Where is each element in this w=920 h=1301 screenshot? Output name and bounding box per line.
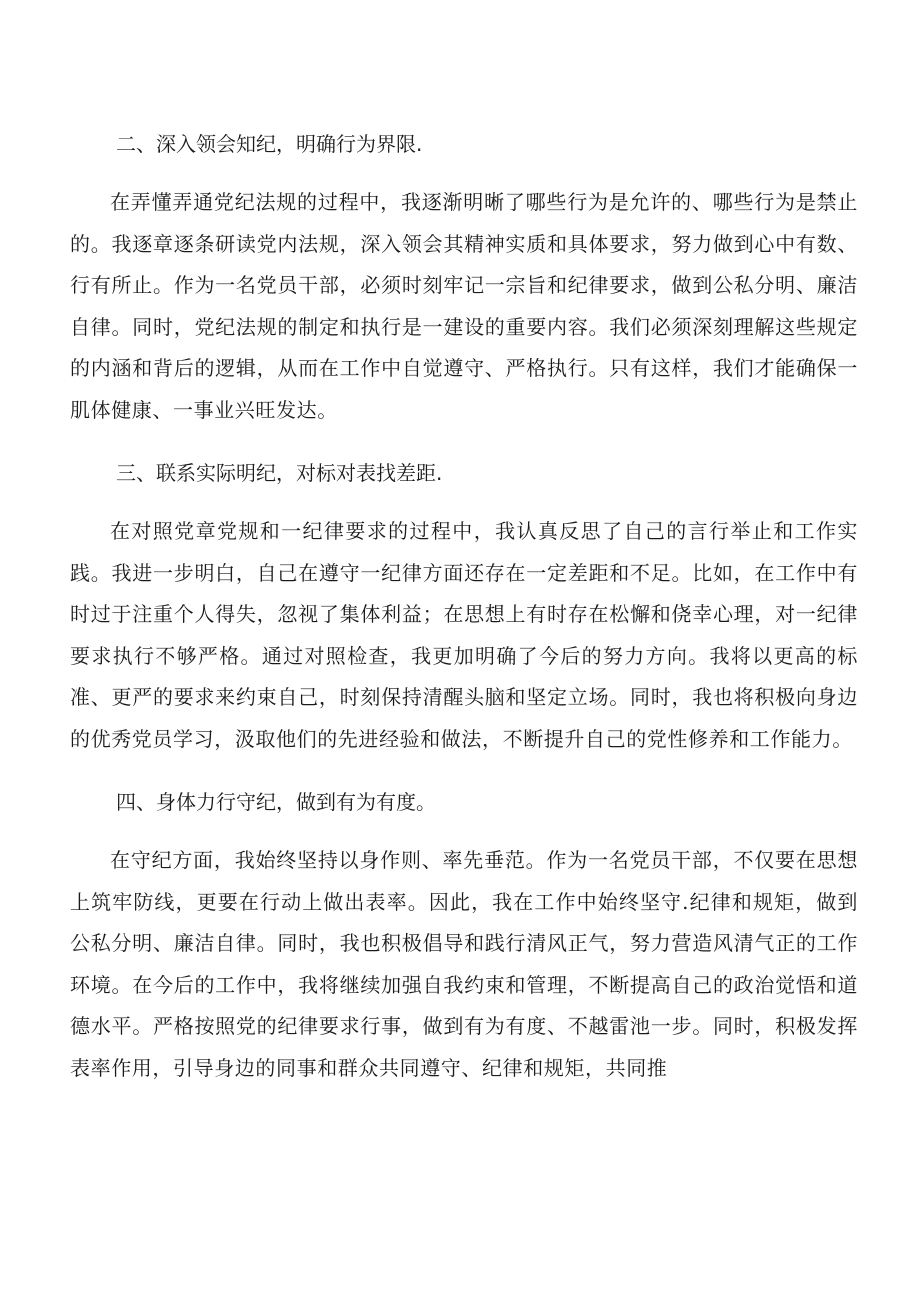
section-body: 在弄懂弄通党纪法规的过程中，我逐渐明晰了哪些行为是允许的、哪些行为是禁止的。我逐章逐条研读党内法规，深入领会其精神实质和具体要求，努力做到心中有数、行有所止。作为一名党员干部，必须时刻牢记一宗旨和纪律要求，做到公私分明、廉洁自律。同时，党纪法规的制定和执行是一建设的重要内容。我们必须深刻理解这些规定的内涵和背后的逻辑，从而在工作中自觉遵守、严格执行。只有这样，我们才能确保一肌体健康、一事业兴旺发达。 bbox=[70, 190, 858, 422]
section-heading: 三、联系实际明纪，对标对表找差距. bbox=[116, 461, 443, 485]
section-2 bbox=[70, 128, 858, 431]
section-heading: 四、身体力行守纪，做到有为有度。 bbox=[116, 790, 436, 814]
section-body: 在守纪方面，我始终坚持以身作则、率先垂范。作为一名党员干部，不仅要在思想上筑牢防线，更要在行动上做出表率。因此，我在工作中始终坚守.纪律和规矩，做到公私分明、廉洁自律。同时，我也积极倡导和践行清风正气，努力营造风清气正的工作环境。在今后的工作中，我将继续加强自我约束和管理，不断提高自己的政治觉悟和道德水平。严格按照党的纪律要求行事，做到有为有度、不越雷池一步。同时，积极发挥表率作用，引导身边的同事和群众共同遵守、纪律和规矩，共同推 bbox=[70, 848, 858, 1080]
section-3 bbox=[70, 457, 858, 760]
section-body: 在对照党章党规和一纪律要求的过程中，我认真反思了自己的言行举止和工作实践。我进一步明白，自己在遵守一纪律方面还存在一定差距和不足。比如，在工作中有时过于注重个人得失，忽视了集体利益；在思想上有时存在松懈和侥幸心理，对一纪律要求执行不够严格。通过对照检查，我更加明确了今后的努力方向。我将以更高的标准、更严的要求来约束自己，时刻保持清醒头脑和坚定立场。同时，我也将积极向身边的优秀党员学习，汲取他们的先进经验和做法，不断提升自己的党性修养和工作能力。 bbox=[70, 519, 858, 751]
section-4 bbox=[70, 786, 858, 1089]
section-heading: 二、深入领会知纪，明确行为界限. bbox=[116, 132, 423, 156]
